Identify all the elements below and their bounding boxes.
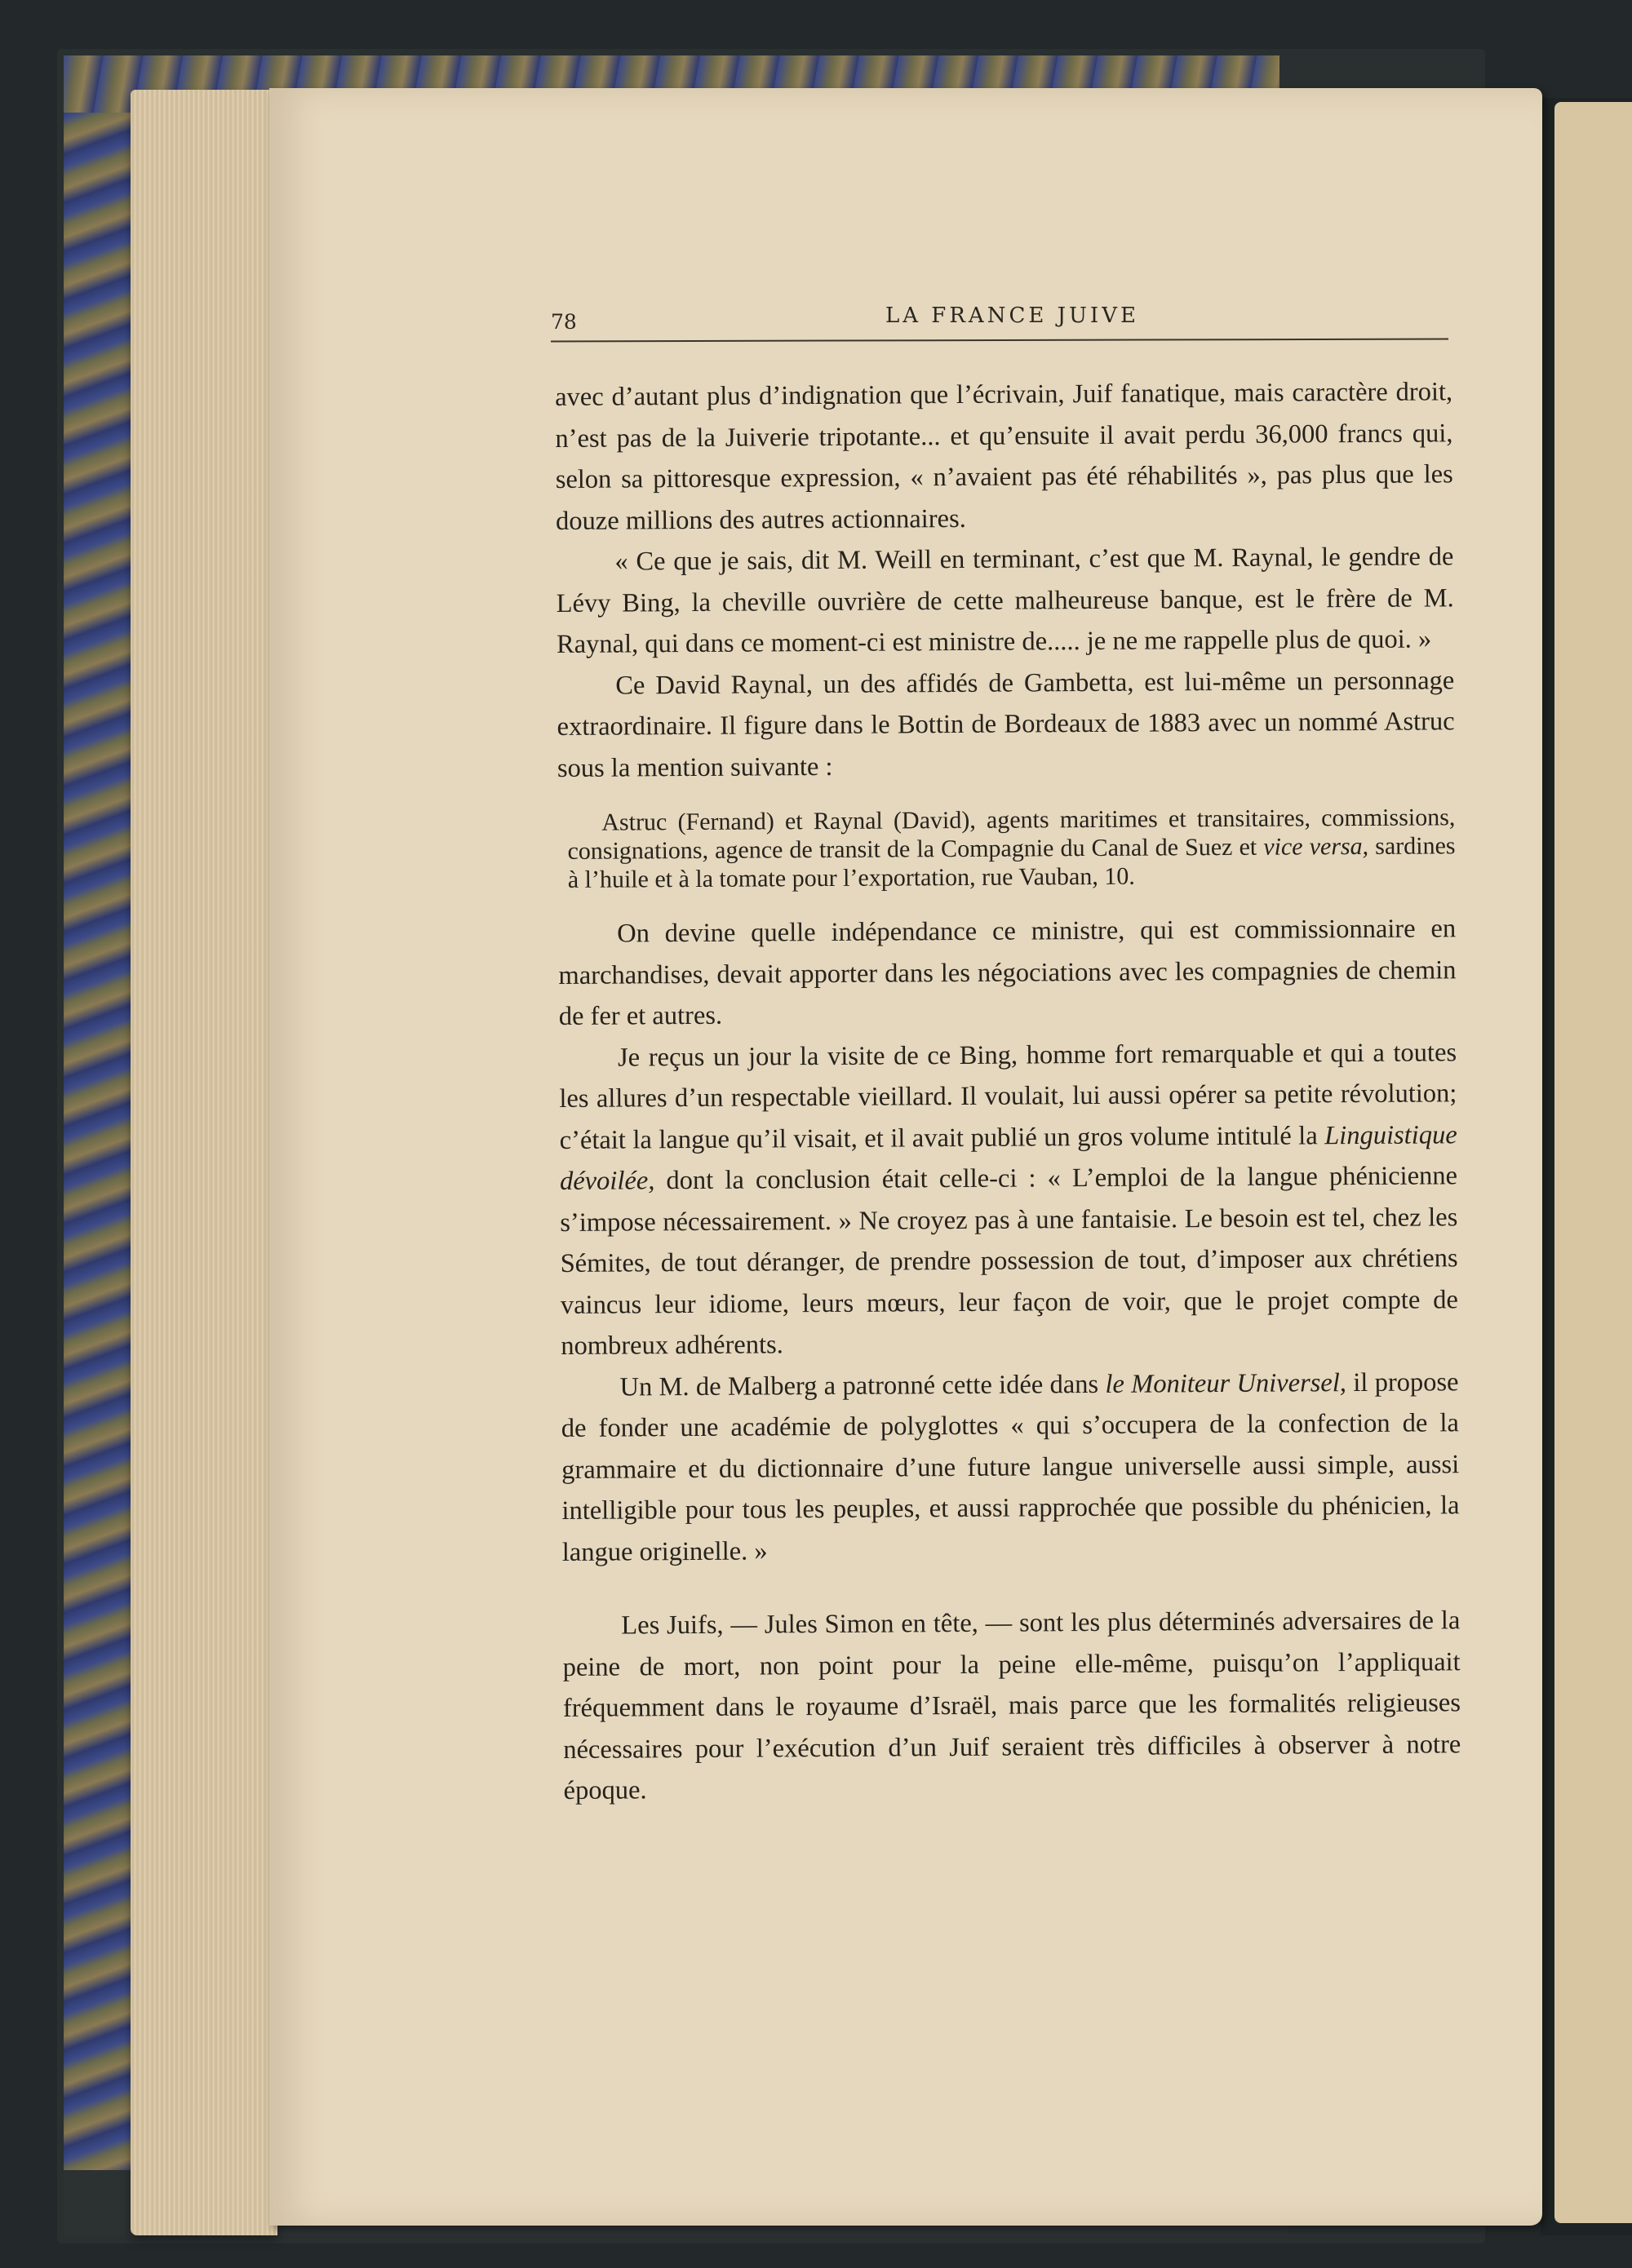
newspaper-title-italic: le Moniteur Universel,	[1105, 1367, 1347, 1399]
directory-quote	[567, 803, 1456, 894]
page-number: 78	[551, 310, 577, 334]
paragraph-5-start: Je reçus un jour la visite de ce Bing, homme fort remarquable et qui a toutes les allures d’un respectable vieillard. Il voulait, lui aussi opérer sa petite révolution; c’était la langue qu’il visait, et il avait publié un gros volume intitulé la	[559, 1037, 1457, 1155]
book-title-italic: Linguistique dévoilée,	[559, 1119, 1457, 1196]
page-body	[555, 371, 1461, 1811]
paragraph-7: Les Juifs, — Jules Simon en tête, — sont les plus déterminés adversaires de la peine de mort, non point pour la peine elle-même, puisqu’on l’appliquait fréquemment dans le royaume d’Israël, mais parce que les formalités religieuses nécessaires pour l’exécution d’un Juif seraient très difficiles à observer à notre époque.	[562, 1606, 1461, 1805]
section-gap	[562, 1567, 1460, 1606]
quote-text-start: Astruc (Fernand) et Raynal (David), agents maritimes et transitaires, commissions, consignations, agence de transit de la Compagnie du Canal de Suez et	[567, 804, 1456, 865]
facing-page-edge	[1554, 102, 1632, 2223]
paragraph-5	[559, 1032, 1458, 1367]
page-block-edges	[131, 90, 277, 2235]
running-title: LA FRANCE JUIVE	[885, 303, 1139, 328]
paragraph-2: « Ce que je sais, dit M. Weill en terminant, c’est que M. Raynal, le gendre de Lévy Bing, la cheville ouvrière de cette malheureuse banque, est le frère de M. Raynal, qui dans ce moment-ci est ministre de..... je ne me rappelle plus de quoi. »	[556, 542, 1454, 659]
paragraph-6	[561, 1362, 1460, 1573]
paragraph-5-end: dont la conclusion était celle-ci : « L’emploi de la langue phénicienne s’impose nécessairement. » Ne croyez pas à une fantaisie. Le besoin est tel, chez les Sémites, de tout déranger, de prendre possession de tout, d’imposer aux chrétiens vaincus leur idiome, leurs mœurs, leur façon de voir, que le projet compte de nombreux adhérents.	[560, 1161, 1459, 1361]
paragraph-6-end: il propose de fonder une académie de polyglottes « qui s’occupera de la confection de la grammaire et du dictionnaire d’une future langue universelle aussi simple, aussi intelligible pour tous les peuples, et aussi rapprochée que possible du phénicien, la langue originelle. »	[561, 1367, 1460, 1567]
paragraph-1: avec d’autant plus d’indignation que l’écrivain, Juif fanatique, mais caractère droit, n’est pas de la Juiverie tripotante... et qu’ensuite il avait perdu 36,000 francs qui, selon sa pittoresque expression, « n’avaient pas été réhabilités », pas plus que les douze millions des autres actionnaires.	[555, 377, 1453, 536]
paragraph-4: On devine quelle indépendance ce ministre, qui est commissionnaire en marchandises, devait apporter dans les négociations avec les compagnies de chemin de fer et autres.	[558, 914, 1457, 1031]
quote-italic: vice versa,	[1263, 832, 1369, 861]
paragraph-3: Ce David Raynal, un des affidés de Gambetta, est lui-même un personnage extraordinaire. Il figure dans le Bottin de Bordeaux de 1883 avec un nommé Astruc sous la mention suivante :	[557, 665, 1455, 783]
paragraph-6-start: Un M. de Malberg a patronné cette idée dans	[619, 1369, 1106, 1402]
quote-text-end: sardines à l’huile et à la tomate pour l’exportation, rue Vauban, 10.	[567, 832, 1456, 893]
